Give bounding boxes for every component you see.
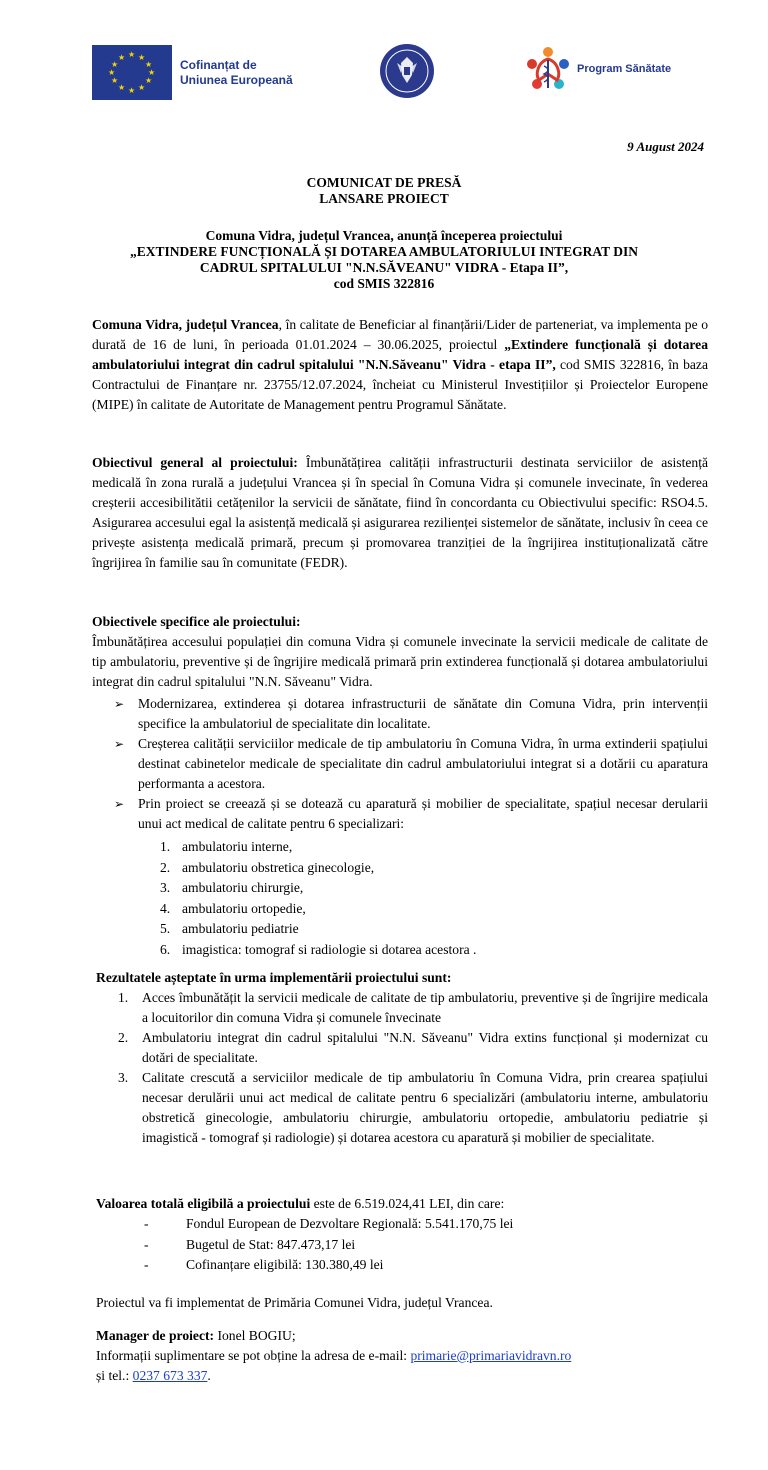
list-item: 3. ambulatoriu chirurgie, — [160, 880, 304, 895]
eu-logo — [92, 45, 293, 100]
list-item: 6. imagistica: tomograf si radiologie si dotarea acestora . — [160, 941, 477, 957]
results-label: Rezultatele așteptate în urma implementării proiectului sunt: — [96, 970, 452, 985]
phone-link[interactable]: 0237 673 337 — [132, 1368, 208, 1383]
arrow-bullet-icon: ➢ — [114, 737, 125, 751]
results-list — [92, 988, 708, 1148]
intro-paragraph — [92, 315, 708, 415]
project-title-line4: cod SMIS 322816 — [333, 276, 435, 291]
project-title-line2: „EXTINDERE FUNCȚIONALĂ ȘI DOTAREA AMBULATORIULUI INTEGRAT DIN — [129, 244, 639, 259]
press-release-heading — [60, 175, 708, 207]
list-item: 2. ambulatoriu obstretica ginecologie, — [160, 859, 375, 875]
general-objective-paragraph — [92, 453, 708, 573]
heading-line2: LANSARE PROIECT — [319, 191, 449, 206]
program-sanatate-logo — [523, 44, 671, 94]
total-value-label: Valoarea totală eligibilă a proiectului — [96, 1196, 311, 1211]
program-logo-text: Program Sănătate — [577, 63, 672, 75]
general-objective-text: Îmbunătățirea calității infrastructurii destinata serviciilor de asistență medicală în zona rurală a județului Vrancea și în special în Comuna Vidra și comunele invecinate, în vederea creșterii accesibilitătii cetățenilor la servicii de sănătate, fiind în concordanta cu Obiectivului specific: RSO4.5. Asigurarea accesului egal la asistență medicală și asigurarea rezilienței sistemelor de sănătate, inclusiv în ceea ce privește asistența medicală primară, precum și promovarea tranziției de la îngrijirea instituționalizată către îngrijirea în familie sau în comunitate (FEDR). — [92, 455, 709, 570]
list-item: 1. ambulatoriu interne, — [160, 839, 293, 854]
list-item: ➢ Prin proiect se creează și se dotează cu aparatură și mobilier de specialitate, spațiul necesar derularii unui act medical de calitate pentru 6 specializari: — [114, 796, 708, 831]
project-title — [60, 228, 708, 292]
total-value-paragraph — [96, 1194, 712, 1214]
project-title-line3: CADRUL SPITALULUI "N.N.SĂVEANU" VIDRA - Etapa II”, — [199, 260, 569, 275]
list-item: 4. ambulatoriu ortopedie, — [160, 900, 306, 916]
logo-bar — [0, 40, 768, 110]
list-item: ➢ Modernizarea, extinderea și dotarea infrastructurii de sănătate din Comuna Vidra, prin intervenții specifice la ambulatoriul de specialitate din localitate. — [114, 696, 708, 731]
eu-text-line1: Cofinanțat de — [180, 57, 257, 72]
eu-text-line2: Uniunea Europeană — [180, 72, 293, 87]
release-date: 9 August 2024 — [627, 139, 704, 154]
list-item: 2. Ambulatoriu integrat din cadrul spitalului "N.N. Săveanu" Vidra extins funcțional și modernizat cu dotări de specialitate. — [118, 1030, 708, 1065]
manager-label: Manager de proiect: — [96, 1328, 215, 1343]
list-item: 1. Acces îmbunătățit la servicii medicale de calitate de tip ambulatoriu, preventive și de îngrijire medicala a locuitorilor din comuna Vidra și comunele învecinate — [118, 990, 708, 1025]
arrow-bullet-icon: ➢ — [114, 697, 125, 711]
intro-text1: , în calitate de Beneficiar al finanțării/Lider de parteneriat, va implementa pe o durată de 16 de luni, în perioada 01.01.2024 – 30.06.2025, proiectul — [92, 317, 709, 352]
list-item: ➢ Creșterea calității serviciilor medicale de tip ambulatoriu în Comuna Vidra, în urma extinderii spațiului destinat cabinetelor medicale de specialitate din cadrul ambulatoriului integrat si a dotării cu aparatura performanta a acestora. — [114, 736, 708, 791]
specific-objectives-list — [92, 694, 708, 834]
program-sanatate-icon — [523, 44, 573, 94]
eu-flag-icon: ★ ★ ★ ★ ★ ★ ★ ★ ★ ★ ★ ★ — [92, 45, 172, 100]
specific-objectives-section — [92, 612, 708, 692]
implementation-paragraph: Proiectul va fi implementat de Primăria Comunei Vidra, județul Vrancea. — [96, 1295, 493, 1310]
specializations-list — [92, 837, 708, 960]
email-link[interactable]: primarie@primariavidravn.ro — [410, 1348, 572, 1363]
list-item: 5. ambulatoriu pediatrie — [160, 921, 299, 936]
list-item: 3. Calitate crescută a serviciilor medicale de tip ambulatoriu în Comuna Vidra, prin crearea spațiului necesar derulării unui act medical de calitate pentru 6 specializări (ambulatoriu interne, ambulatoriu obstretică ginecologie, ambulatoriu chirurgie, ambulatoriu ortopedie, ambulatoriu pediatrie și imagistică - tomograf și radiologie) și dotarea acestora cu aparatură și mobilier de specialitate. — [118, 1070, 708, 1145]
project-title-line1: Comuna Vidra, județul Vrancea, anunță începerea proiectului — [205, 228, 563, 243]
specific-objectives-intro: Îmbunătățirea accesului populației din comuna Vidra și comunele invecinate la servicii medicale de calitate de tip ambulatoriu, preventive și de îngrijire medicală primară prin extinderea funcțională și dotarea ambulatoriului integrat din cadrul spitalului "N.N. Săveanu" Vidra. — [92, 634, 708, 689]
intro-beneficiary: Comuna Vidra, județul Vrancea — [92, 317, 279, 332]
government-seal-icon — [379, 43, 435, 99]
arrow-bullet-icon: ➢ — [114, 797, 125, 811]
list-item: - Fondul European de Dezvoltare Regională: 5.541.170,75 lei — [144, 1216, 514, 1231]
total-value-text: este de 6.519.024,41 LEI, din care: — [310, 1196, 505, 1211]
eu-logo-text — [180, 58, 293, 88]
specific-objectives-label: Obiectivele specifice ale proiectului: — [92, 614, 301, 629]
general-objective-label: Obiectivul general al proiectului: — [92, 455, 298, 470]
list-item: - Bugetul de Stat: 847.473,17 lei — [144, 1236, 356, 1252]
manager-name: Ionel BOGIU; — [214, 1328, 296, 1343]
intro-project-name: „Extindere funcțională și dotarea ambulatoriului integrat din cadrul spitalului "N.N.Săveanu" Vidra - etapa II”, — [92, 337, 709, 372]
funding-breakdown-list — [92, 1214, 708, 1276]
intro-text2: cod SMIS 322816, în baza Contractului de Finanțare nr. 23755/12.07.2024, încheiat cu Ministerul Investițiilor și Proiectelor Europene (MIPE) în calitate de Autoritate de Management pentru Programul Sănătate. — [92, 357, 708, 412]
heading-line1: COMUNICAT DE PRESĂ — [306, 175, 462, 190]
contact-section: Manager de proiect: Ionel BOGIU; Informații suplimentare se pot obține la adresa de e-mail: primarie@primariavidravn.ro și tel.: 0237 673 337. — [96, 1328, 572, 1383]
list-item: - Cofinanțare eligibilă: 130.380,49 lei — [144, 1257, 384, 1272]
